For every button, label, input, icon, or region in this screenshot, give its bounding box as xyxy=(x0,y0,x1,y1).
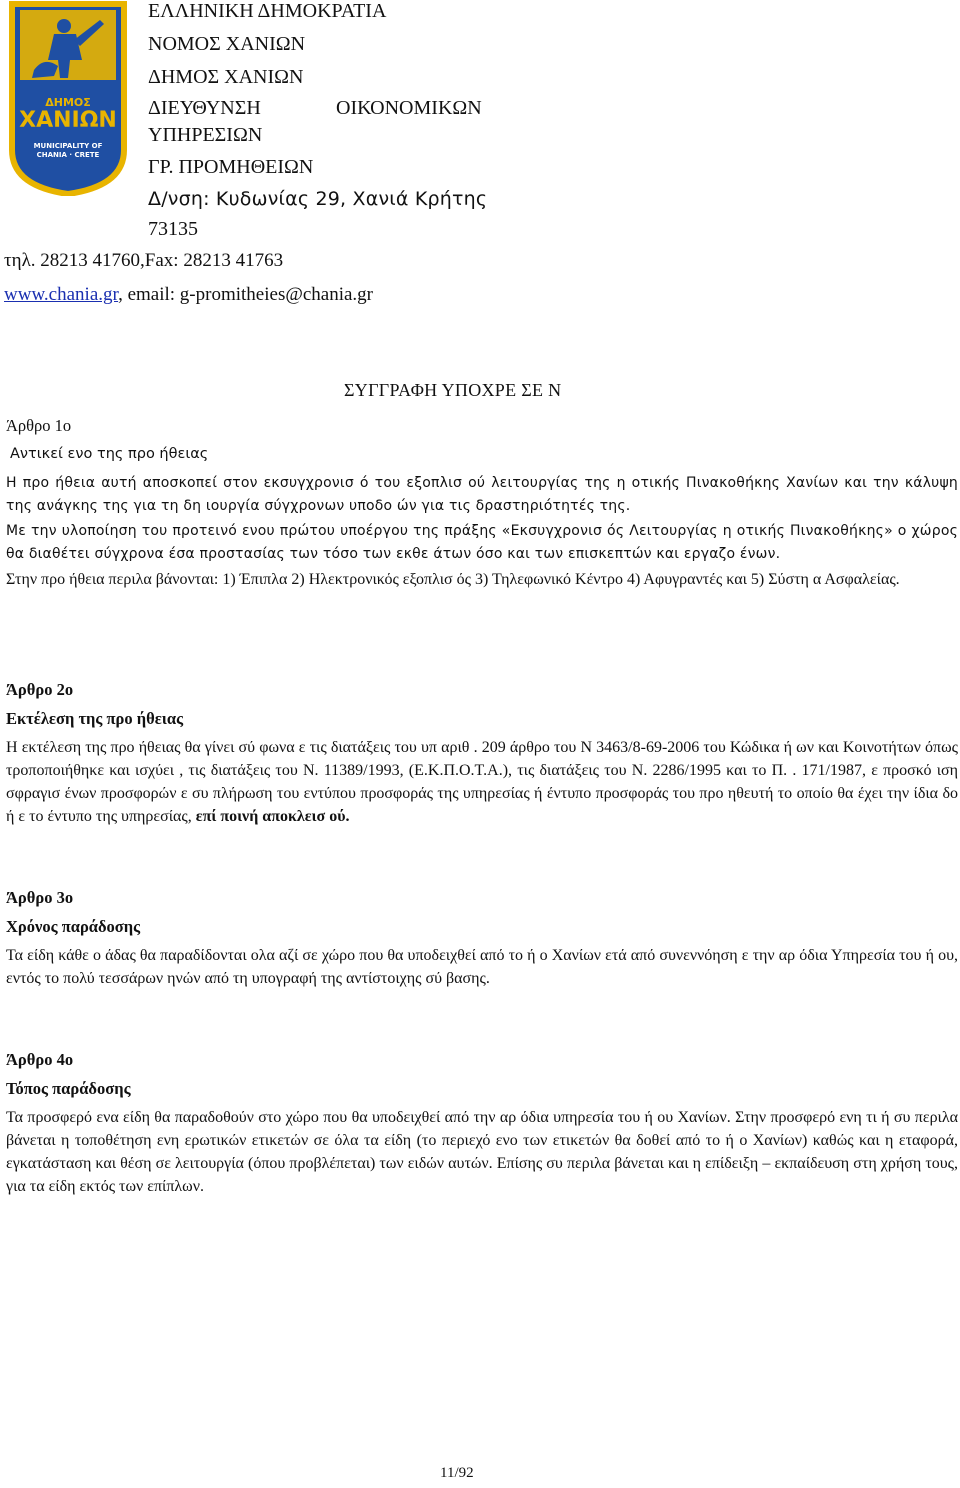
article-2-p1-text: Η εκτέλεση της προ ήθειας θα γίνει σύ φωνα ε τις διατάξεις του υπ αριθ . 209 άρθρο του Ν 3463/8-69-2006 του Κώδικα ή ων και Κοινοτήτων όπως τροποποιήθηκε και ισχύει , τις διατάξεις του Ν. 11389/1993, (Ε.Κ.Π.Ο.Τ.Α.), τις διατάξεις του Ν. 2286/1995 και το Π. . 171/1987, ε προσκό ιση σφραγισ ένων προσφορών ε συ πλήρωση του εντύπου προσφοράς της υπηρεσίας ή έντυπο προσφοράς του προ ηθευτή το οποίο θα έχει την ίδια δο ή ε το έντυπο της υπηρεσίας, xyxy=(6,739,958,825)
header-line-3: ΔΗΜΟΣ ΧΑΝΙΩΝ xyxy=(148,66,304,88)
header-line-5: ΥΠΗΡΕΣΙΩΝ xyxy=(148,124,263,146)
header-line-1: ΕΛΛΗΝΙΚΗ ΔΗΜΟΚΡΑΤΙΑ xyxy=(148,0,387,22)
logo-text-top: ΔΗΜΟΣ xyxy=(45,96,91,109)
header-address: Δ/νση: Κυδωνίας 29, Χανιά Κρήτης xyxy=(148,188,488,210)
header-line-4a: ΔΙΕΥΘΥΝΣΗ xyxy=(148,97,261,119)
article-4 xyxy=(6,1048,958,1198)
header-line-6: ΓΡ. ΠΡΟΜΗΘΕΙΩΝ xyxy=(148,156,314,178)
article-3-p1: Τα είδη κάθε ο άδας θα παραδίδονται ολα αζί σε χώρο που θα υποδειχθεί από το ή ο Χανίων ετά από συνεννόηση ε την αρ όδια Υπηρεσία του ή ου, εντός το πολύ τεσσάρων ηνών από τη υπογραφή της αντίστοιχης σύ βασης. xyxy=(6,947,958,987)
header-line-4b: ΟΙΚΟΝΟΜΙΚΩΝ xyxy=(336,97,482,119)
article-1-p1: Η προ ήθεια αυτή αποσκοπεί στον εκσυγχρονισ ό του εξοπλισ ού λειτουργίας της η οτικής Πινακοθήκης Χανίων και την κάλυψη της ανάγκης της για τη δη ιουργία σύγχρονων υποδο ών για τις δραστηριότητές της. xyxy=(6,475,958,514)
header-line-2: ΝΟΜΟΣ ΧΑΝΙΩΝ xyxy=(148,33,306,55)
article-3-subheading: Χρόνος παράδοσης xyxy=(6,917,141,936)
municipality-logo xyxy=(4,0,132,196)
article-2-p1 xyxy=(6,736,958,828)
document-title: ΣΥΓΓΡΑΦΗ ΥΠΟΧΡΕ ΣΕ Ν xyxy=(344,380,562,400)
website-link[interactable]: www.chania.gr xyxy=(4,284,119,305)
article-2-subheading: Εκτέλεση της προ ήθειας xyxy=(6,709,184,728)
article-2-p1-bold: επί ποινή αποκλεισ ού. xyxy=(195,808,350,825)
header-phone: τηλ. 28213 41760,Fax: 28213 41763 xyxy=(4,250,284,271)
article-3 xyxy=(6,886,958,990)
header-postcode: 73135 xyxy=(148,218,198,240)
article-1-p3: Στην προ ήθεια περιλα βάνονται: 1) Έπιπλα 2) Ηλεκτρονικός εξοπλισ ός 3) Τηλεφωνικό Κέντρο 4) Αφυγραντές και 5) Σύστη α Ασφαλείας. xyxy=(6,571,900,588)
article-1-heading: Άρθρο 1ο xyxy=(6,416,72,435)
email-text: , email: g-promitheies@chania.gr xyxy=(118,284,373,305)
logo-text-main: ΧΑΝΙΩΝ xyxy=(19,108,117,133)
article-4-heading: Άρθρο 4ο xyxy=(6,1050,74,1069)
article-1 xyxy=(6,414,958,591)
logo-text-bottom: MUNICIPALITY OF CHANIA · CRETE xyxy=(33,142,103,159)
article-1-p2: Με την υλοποίηση του προτεινό ενου πρώτου υποέργου της πράξης «Εκσυγχρονισ ός Λειτουργίας η οτικής Πινακοθήκης» ο χώρος θα διαθέτει σύγχρονα έσα προστασίας των τόσο των εκθε άτων όσο και των επισκεπτών και εργαζο ένων. xyxy=(6,523,958,562)
article-4-p1: Τα προσφερό ενα είδη θα παραδοθούν στο χώρο που θα υποδειχθεί από την αρ όδια υπηρεσία του ή ου Χανίων. Στην προσφερό ενη τι ή συ περιλα βάνεται η τοποθέτηση ενη ερωτικών ετικετών σε όλα τα είδη (το περιεχό ενο των ετικετών θα δοθεί από το ή ο Χανίων) καθώς και η εταφορά, εγκατάσταση και θέση σε λειτουργία (όπου προβλέπεται) των ειδών αυτών. Επίσης συ περιλα βάνεται και η επίδειξη – εκπαίδευση στη χρήση τους, για τα είδη εκτός των επίπλων. xyxy=(6,1109,958,1195)
article-2 xyxy=(6,678,958,828)
page-number: 11/92 xyxy=(440,1465,474,1481)
article-1-subheading: Αντικεί ενο της προ ήθειας xyxy=(10,446,209,462)
header-contact-line xyxy=(4,284,373,306)
article-4-subheading: Τόπος παράδοσης xyxy=(6,1079,131,1098)
article-3-heading: Άρθρο 3ο xyxy=(6,888,74,907)
article-2-heading: Άρθρο 2ο xyxy=(6,680,74,699)
